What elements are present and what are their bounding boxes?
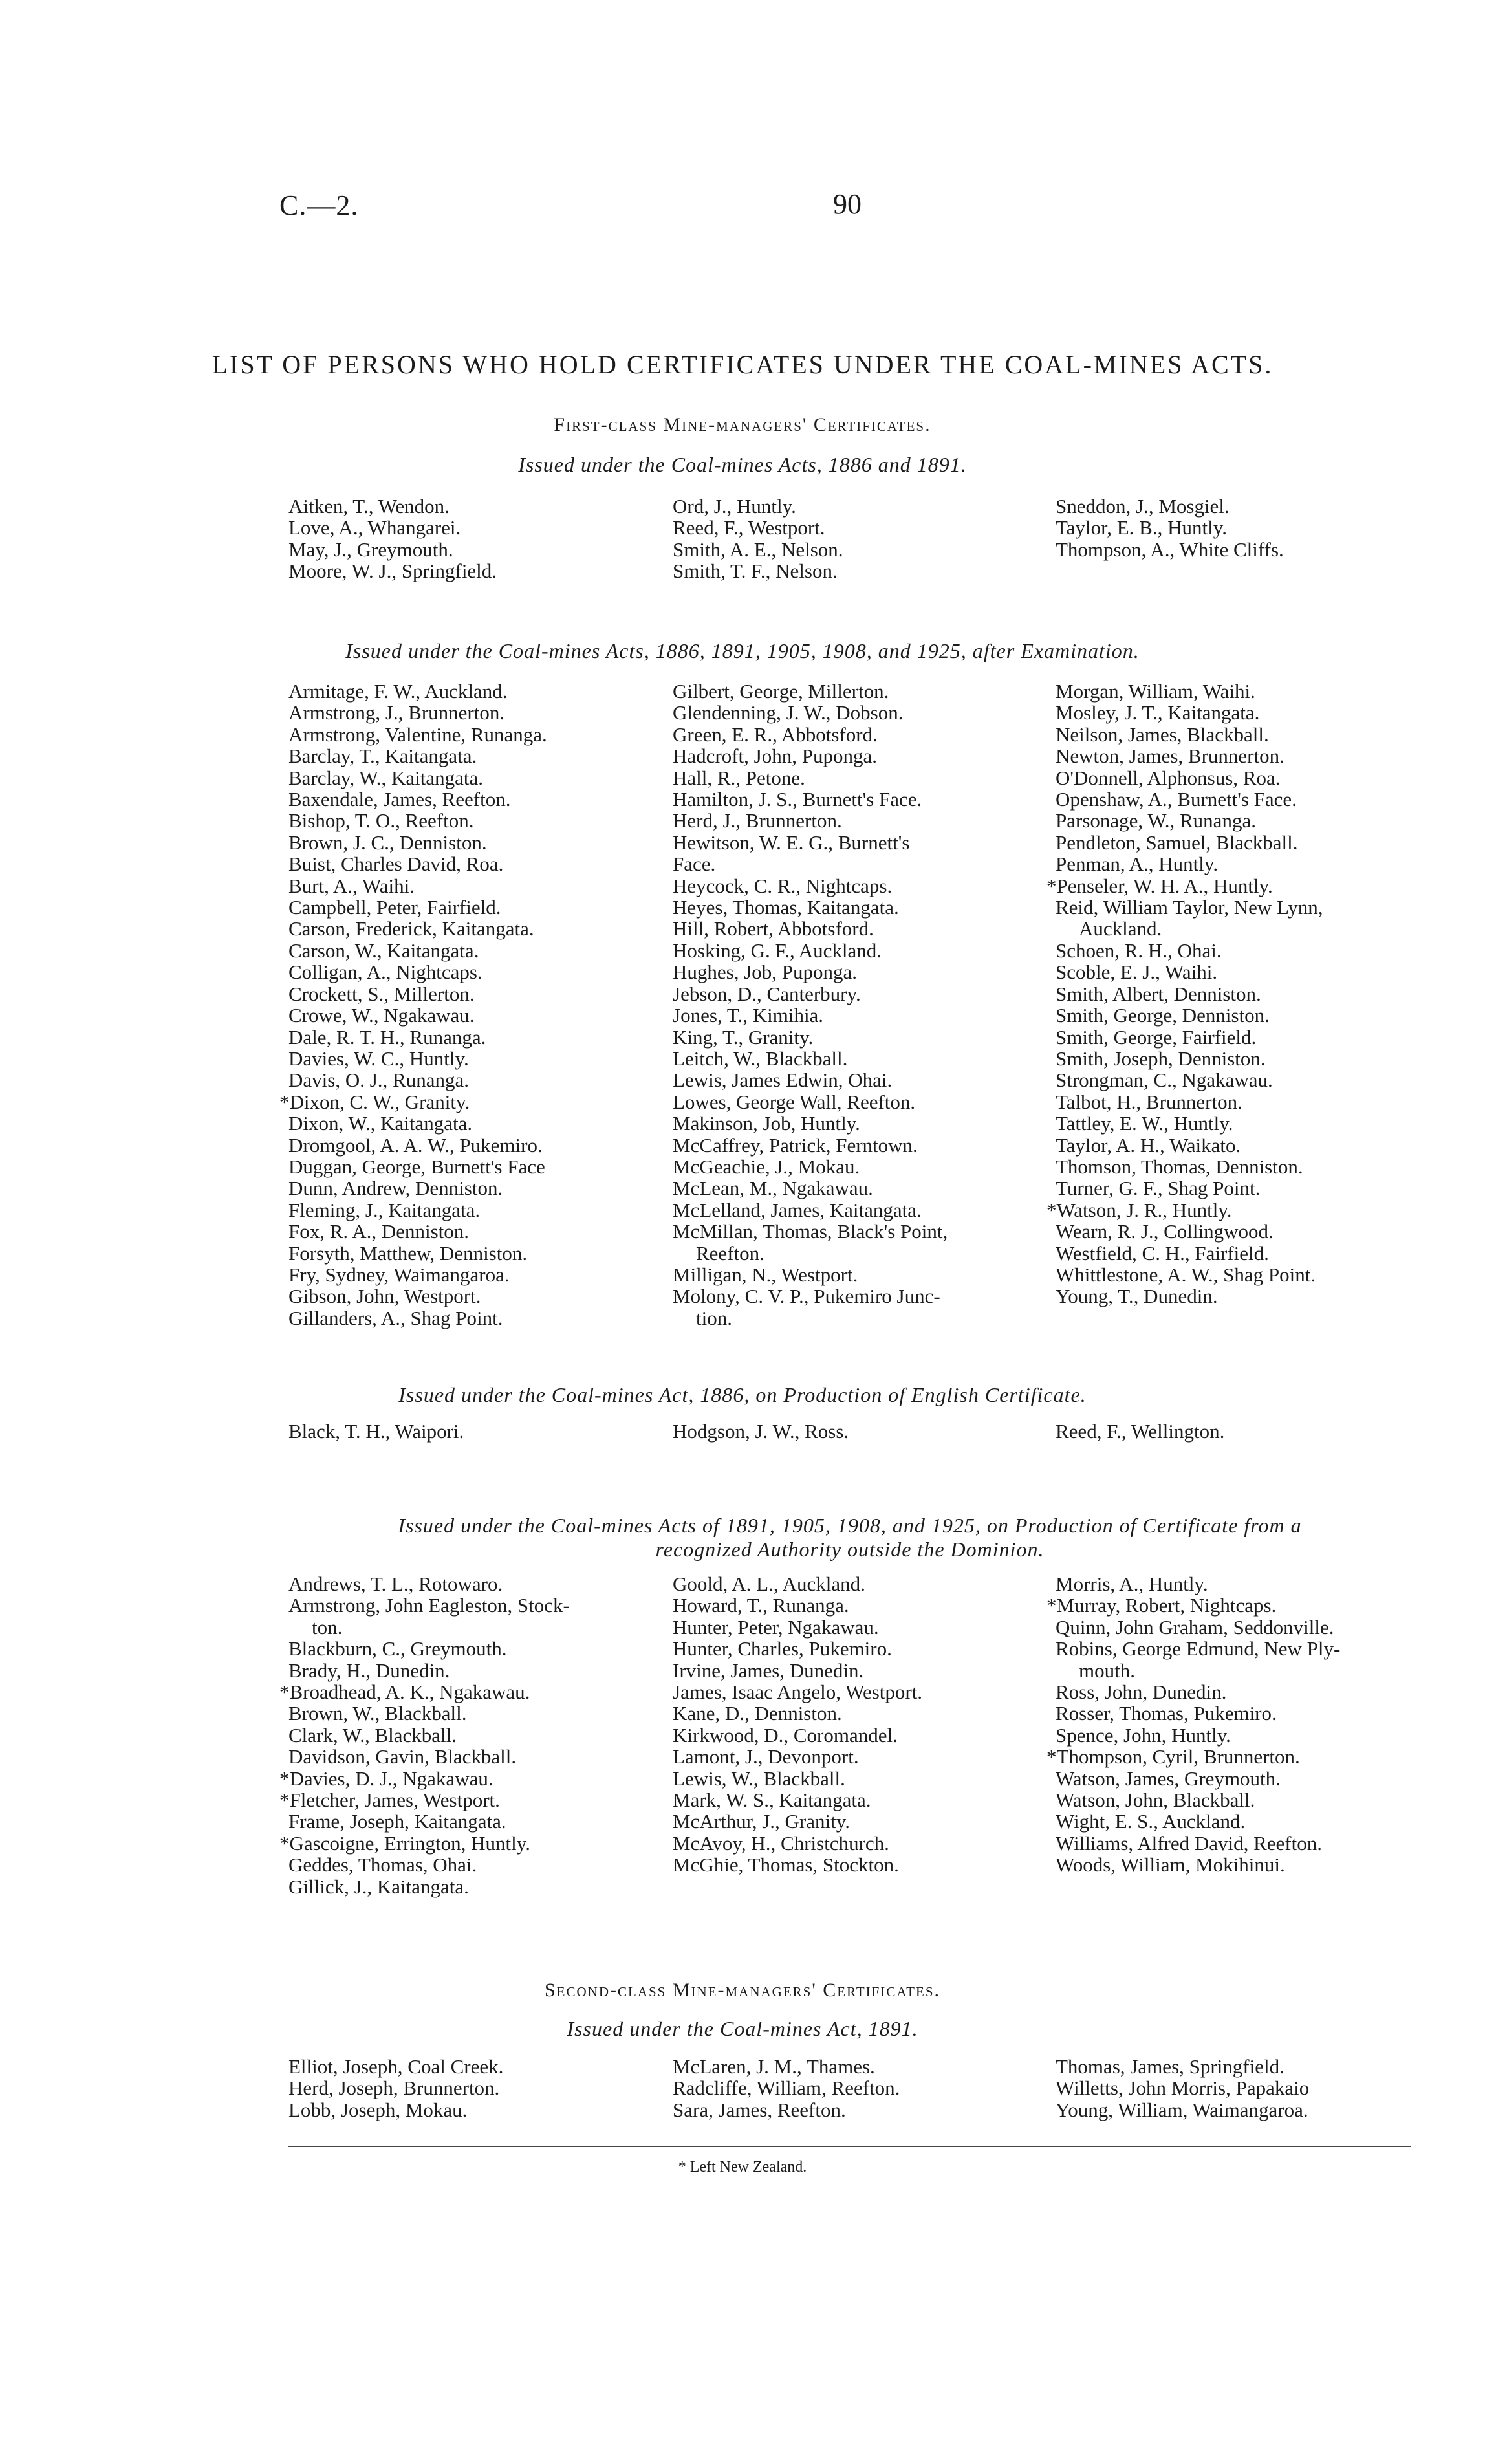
list-item: Woods, William, Mokihinui. (1056, 1853, 1285, 1877)
list-item: Smith, T. F., Nelson. (673, 560, 838, 583)
list-item: King, T., Granity. (673, 1025, 814, 1049)
list-item: Quinn, John Graham, Seddonville. (1056, 1615, 1334, 1639)
list-item: Parsonage, W., Runanga. (1056, 809, 1256, 833)
column-1 (288, 496, 651, 582)
list-item: *Penseler, W. H. A., Huntly. (1046, 874, 1273, 897)
list-item: Gibson, John, Westport. (288, 1285, 481, 1308)
list-item: Mosley, J. T., Kaitangata. (1056, 701, 1260, 725)
list-item: Hunter, Charles, Pukemiro. (673, 1637, 892, 1661)
list-item: Crockett, S., Millerton. (288, 982, 475, 1005)
column-3 (1046, 1573, 1418, 1877)
list-item: Smith, Joseph, Denniston. (1056, 1047, 1266, 1070)
list-item: mouth. (1079, 1659, 1135, 1682)
column-1 (279, 680, 651, 1329)
list-item: Bishop, T. O., Reefton. (288, 809, 474, 833)
list-item: Kirkwood, D., Coromandel. (673, 1723, 898, 1747)
list-item: Taylor, A. H., Waikato. (1056, 1133, 1241, 1157)
list-item: Young, T., Dunedin. (1056, 1285, 1218, 1308)
list-item: Hosking, G. F., Auckland. (673, 939, 882, 962)
list-item: McLaren, J. M., Thames. (673, 2055, 875, 2078)
list-item: Carson, Frederick, Kaitangata. (288, 917, 534, 941)
list-item: Jones, T., Kimihia. (673, 1004, 824, 1027)
list-item: Pendleton, Samuel, Blackball. (1056, 831, 1298, 854)
list-item: Strongman, C., Ngakawau. (1056, 1069, 1273, 1092)
list-item: Reed, F., Westport. (673, 516, 825, 540)
list-item: Duggan, George, Burnett's Face (288, 1155, 545, 1178)
list-item: Smith, George, Denniston. (1056, 1004, 1270, 1027)
list-item: Fry, Sydney, Waimangaroa. (288, 1263, 510, 1286)
list-item: Colligan, A., Nightcaps. (288, 961, 482, 984)
list-item: McAvoy, H., Christchurch. (673, 1831, 889, 1855)
column-1 (288, 1421, 651, 1442)
column-3 (1056, 1421, 1418, 1442)
list-item: Newton, James, Brunnerton. (1056, 745, 1284, 768)
list-item: Dunn, Andrew, Denniston. (288, 1177, 503, 1200)
list-item: Dixon, W., Kaitangata. (288, 1112, 473, 1135)
list-item: Jebson, D., Canterbury. (673, 982, 861, 1005)
list-item: Makinson, Job, Huntly. (673, 1112, 860, 1135)
list-item: Mark, W. S., Kaitangata. (673, 1789, 871, 1812)
list-item: Neilson, James, Blackball. (1056, 723, 1269, 746)
list-item: Lewis, James Edwin, Ohai. (673, 1069, 893, 1092)
heading-line-1: Issued under the Coal-mines Acts of 1891, 1905, 1908, and 1925, on Production of Certificate from a (398, 1514, 1302, 1537)
list-item: Smith, A. E., Nelson. (673, 538, 843, 561)
list-item: Davidson, Gavin, Blackball. (288, 1745, 517, 1769)
list-item: Hamilton, J. S., Burnett's Face. (673, 788, 922, 811)
list-item: Wearn, R. J., Collingwood. (1056, 1220, 1274, 1243)
list-item: Openshaw, A., Burnett's Face. (1056, 788, 1297, 811)
list-item: May, J., Greymouth. (288, 538, 453, 561)
list-item: Dale, R. T. H., Runanga. (288, 1025, 486, 1049)
list-item: Taylor, E. B., Huntly. (1056, 516, 1227, 540)
column-3 (1056, 2056, 1418, 2121)
list-item: Gillanders, A., Shag Point. (288, 1306, 503, 1329)
list-item: Robins, George Edmund, New Ply- (1056, 1637, 1341, 1661)
list-item: McLean, M., Ngakawau. (673, 1177, 873, 1200)
list-item: Brown, J. C., Denniston. (288, 831, 487, 854)
column-1 (288, 2056, 651, 2121)
list-item: Lamont, J., Devonport. (673, 1745, 859, 1769)
list-item: Watson, John, Blackball. (1056, 1789, 1255, 1812)
list-item: Thompson, A., White Cliffs. (1056, 538, 1284, 561)
list-item: Smith, Albert, Denniston. (1056, 982, 1261, 1005)
section-heading-1891: Issued under the Coal-mines Act, 1891. (567, 2017, 918, 2040)
list-item: Fox, R. A., Denniston. (288, 1220, 470, 1243)
list-item: Barclay, T., Kaitangata. (288, 745, 477, 768)
list-item: James, Isaac Angelo, Westport. (673, 1681, 923, 1704)
list-item: Reed, F., Wellington. (1056, 1420, 1225, 1443)
list-item: Reid, William Taylor, New Lynn, (1056, 896, 1323, 919)
list-item: Wight, E. S., Auckland. (1056, 1810, 1246, 1833)
list-item: Brady, H., Dunedin. (288, 1659, 450, 1682)
list-item: Brown, W., Blackball. (288, 1702, 467, 1725)
list-item: Green, E. R., Abbotsford. (673, 723, 878, 746)
list-item: Molony, C. V. P., Pukemiro Junc- (673, 1285, 940, 1308)
list-item: Gillick, J., Kaitangata. (288, 1875, 469, 1898)
list-item: Williams, Alfred David, Reefton. (1056, 1831, 1322, 1855)
column-3 (1046, 680, 1418, 1308)
list-item: Hall, R., Petone. (673, 766, 805, 789)
list-item: Leitch, W., Blackball. (673, 1047, 848, 1070)
list-item: Armstrong, Valentine, Runanga. (288, 723, 547, 746)
section-heading-recognized-authority (288, 1514, 1411, 1562)
list-item: Hewitson, W. E. G., Burnett's (673, 831, 910, 854)
list-item: Schoen, R. H., Ohai. (1056, 939, 1222, 962)
column-2 (673, 681, 1035, 1329)
list-item: Lewis, W., Blackball. (673, 1767, 845, 1790)
list-item: Reefton. (696, 1241, 764, 1265)
column-2 (673, 496, 1035, 582)
list-item: Baxendale, James, Reefton. (288, 788, 511, 811)
list-item: Irvine, James, Dunedin. (673, 1659, 864, 1682)
list-item: *Murray, Robert, Nightcaps. (1046, 1594, 1277, 1617)
list-item: Tattley, E. W., Huntly. (1056, 1112, 1233, 1135)
list-item: Heycock, C. R., Nightcaps. (673, 874, 893, 897)
list-item: Moore, W. J., Springfield. (288, 560, 497, 583)
list-item: Love, A., Whangarei. (288, 516, 461, 540)
list-item: Lobb, Joseph, Mokau. (288, 2098, 468, 2121)
list-item: Armitage, F. W., Auckland. (288, 680, 508, 703)
list-item: Watson, James, Greymouth. (1056, 1767, 1281, 1790)
list-item: Hunter, Peter, Ngakawau. (673, 1615, 879, 1639)
list-item: Hadcroft, John, Puponga. (673, 745, 877, 768)
list-item: Aitken, T., Wendon. (288, 495, 450, 518)
section-heading-1886-1891: Issued under the Coal-mines Acts, 1886 and 1891. (518, 453, 967, 476)
list-item: Penman, A., Huntly. (1056, 853, 1219, 876)
list-item: Forsyth, Matthew, Denniston. (288, 1241, 528, 1265)
list-item: Turner, G. F., Shag Point. (1056, 1177, 1261, 1200)
list-item: *Thompson, Cyril, Brunnerton. (1046, 1745, 1300, 1769)
list-item: *Dixon, C. W., Granity. (279, 1090, 470, 1113)
list-item: Glendenning, J. W., Dobson. (673, 701, 904, 725)
list-item: Auckland. (1079, 917, 1162, 941)
list-item: Armstrong, John Eagleston, Stock- (288, 1594, 570, 1617)
list-item: *Gascoigne, Errington, Huntly. (279, 1831, 530, 1855)
column-2 (673, 1573, 1035, 1876)
list-item: Herd, J., Brunnerton. (673, 809, 842, 833)
list-item: Sneddon, J., Mosgiel. (1056, 495, 1230, 518)
list-item: Willetts, John Morris, Papakaio (1056, 2077, 1310, 2100)
list-item: McMillan, Thomas, Black's Point, (673, 1220, 948, 1243)
list-item: Hughes, Job, Puponga. (673, 961, 858, 984)
list-item: *Fletcher, James, Westport. (279, 1789, 500, 1812)
footnote-rule (288, 2146, 1411, 2147)
list-item: Thomson, Thomas, Denniston. (1056, 1155, 1303, 1178)
list-item: McGeachie, J., Mokau. (673, 1155, 860, 1178)
list-item: Davis, O. J., Runanga. (288, 1069, 469, 1092)
list-item: Milligan, N., Westport. (673, 1263, 858, 1286)
list-item: Frame, Joseph, Kaitangata. (288, 1810, 506, 1833)
list-item: Westfield, C. H., Fairfield. (1056, 1241, 1269, 1265)
list-item: Howard, T., Runanga. (673, 1594, 849, 1617)
column-1 (279, 1573, 651, 1898)
list-item: Black, T. H., Waipori. (288, 1420, 464, 1443)
list-item: Lowes, George Wall, Reefton. (673, 1090, 916, 1113)
list-item: Talbot, H., Brunnerton. (1056, 1090, 1242, 1113)
list-item: Crowe, W., Ngakawau. (288, 1004, 475, 1027)
list-item: Elliot, Joseph, Coal Creek. (288, 2055, 504, 2078)
list-item: Thomas, James, Springfield. (1056, 2055, 1284, 2078)
list-item: Ross, John, Dunedin. (1056, 1681, 1227, 1704)
list-item: Smith, George, Fairfield. (1056, 1025, 1257, 1049)
list-item: Campbell, Peter, Fairfield. (288, 896, 501, 919)
section-heading-examination: Issued under the Coal-mines Acts, 1886, 1891, 1905, 1908, and 1925, after Examination. (345, 639, 1140, 662)
list-item: Fleming, J., Kaitangata. (288, 1198, 481, 1221)
list-item: tion. (696, 1306, 732, 1329)
list-item: Ord, J., Huntly. (673, 495, 796, 518)
list-item: Geddes, Thomas, Ohai. (288, 1853, 477, 1877)
list-item: Morris, A., Huntly. (1056, 1573, 1208, 1595)
list-item: Whittlestone, A. W., Shag Point. (1056, 1263, 1316, 1286)
list-item: Heyes, Thomas, Kaitangata. (673, 896, 899, 919)
list-item: *Davies, D. J., Ngakawau. (279, 1767, 493, 1790)
list-item: Herd, Joseph, Brunnerton. (288, 2077, 500, 2100)
page-number: 90 (833, 188, 862, 220)
list-item: Hodgson, J. W., Ross. (673, 1420, 849, 1443)
list-item: Andrews, T. L., Rotowaro. (288, 1573, 503, 1595)
list-item: Carson, W., Kaitangata. (288, 939, 479, 962)
report-code: C.—2. (279, 190, 359, 221)
list-item: Blackburn, C., Greymouth. (288, 1637, 507, 1661)
list-item: Barclay, W., Kaitangata. (288, 766, 483, 789)
list-item: Face. (673, 853, 716, 876)
list-item: Dromgool, A. A. W., Pukemiro. (288, 1133, 543, 1157)
column-3 (1056, 496, 1418, 560)
column-2 (673, 1421, 1035, 1442)
column-2 (673, 2056, 1035, 2121)
list-item: Clark, W., Blackball. (288, 1723, 457, 1747)
list-item: Buist, Charles David, Roa. (288, 853, 504, 876)
list-item: McLelland, James, Kaitangata. (673, 1198, 922, 1221)
list-item: Scoble, E. J., Waihi. (1056, 961, 1218, 984)
list-item: *Watson, J. R., Huntly. (1046, 1198, 1232, 1221)
first-class-heading: First-class Mine-managers' Certificates. (554, 414, 931, 435)
list-item: ton. (312, 1615, 343, 1639)
list-item: McArthur, J., Granity. (673, 1810, 850, 1833)
list-item: Davies, W. C., Huntly. (288, 1047, 469, 1070)
list-item: Gilbert, George, Millerton. (673, 680, 889, 703)
list-item: Goold, A. L., Auckland. (673, 1573, 865, 1595)
list-item: McCaffrey, Patrick, Ferntown. (673, 1133, 918, 1157)
second-class-heading: Second-class Mine-managers' Certificates. (544, 1979, 941, 2001)
list-item: Armstrong, J., Brunnerton. (288, 701, 505, 725)
page-title: LIST OF PERSONS WHO HOLD CERTIFICATES UNDER THE COAL-MINES ACTS. (211, 350, 1274, 379)
list-item: Radcliffe, William, Reefton. (673, 2077, 900, 2100)
list-item: McGhie, Thomas, Stockton. (673, 1853, 899, 1877)
list-item: Hill, Robert, Abbotsford. (673, 917, 874, 941)
list-item: Rosser, Thomas, Pukemiro. (1056, 1702, 1277, 1725)
footnote: * Left New Zealand. (678, 2159, 807, 2175)
list-item: Young, William, Waimangaroa. (1056, 2098, 1308, 2121)
list-item: Kane, D., Denniston. (673, 1702, 842, 1725)
list-item: Burt, A., Waihi. (288, 874, 415, 897)
list-item: *Broadhead, A. K., Ngakawau. (279, 1681, 530, 1704)
list-item: Morgan, William, Waihi. (1056, 680, 1255, 703)
heading-line-2: recognized Authority outside the Dominion. (655, 1538, 1045, 1561)
section-heading-english-certificate: Issued under the Coal-mines Act, 1886, on Production of English Certificate. (398, 1383, 1087, 1406)
list-item: O'Donnell, Alphonsus, Roa. (1056, 766, 1281, 789)
list-item: Spence, John, Huntly. (1056, 1723, 1231, 1747)
list-item: Sara, James, Reefton. (673, 2098, 846, 2121)
